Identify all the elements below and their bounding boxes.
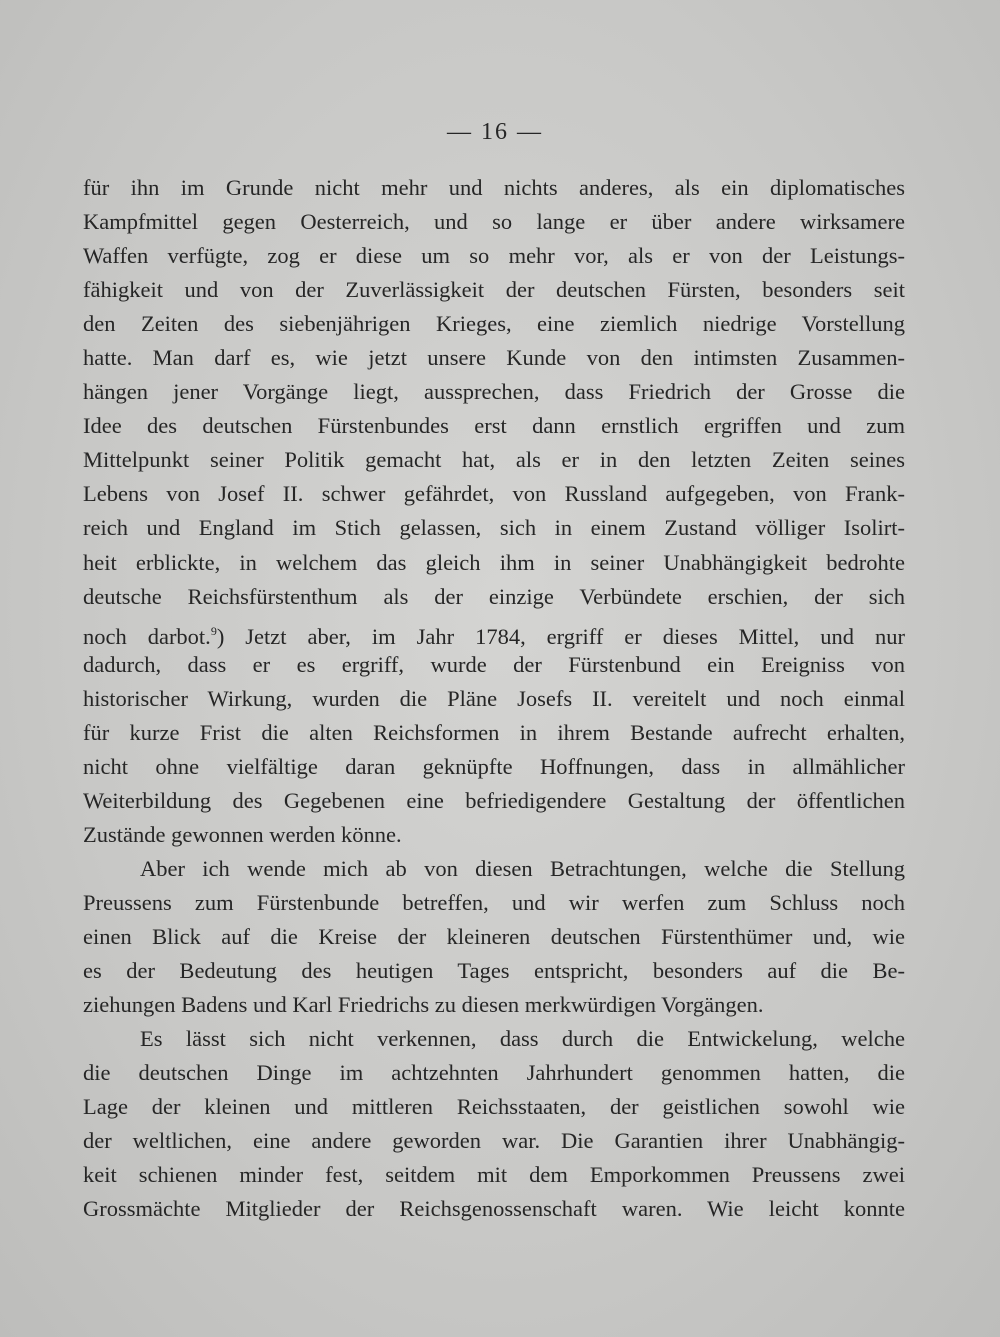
text-line: Preussens zum Fürstenbunde betreffen, und wir werfen zum Schluss noch	[83, 889, 905, 915]
text-line: dadurch, dass er es ergriff, wurde der Fürstenbund ein Ereigniss von	[83, 651, 905, 677]
text-line: Lebens von Josef II. schwer gefährdet, von Russland aufgegeben, von Frank-	[83, 481, 905, 507]
text-line: keit schienen minder fest, seitdem mit dem Emporkommen Preussens zwei	[83, 1162, 905, 1188]
text-line: Lage der kleinen und mittleren Reichsstaaten, der geistlichen sowohl wie	[83, 1094, 905, 1120]
text-line: der weltlichen, eine andere geworden war. Die Garantien ihrer Unabhängig-	[83, 1128, 905, 1154]
text-line: Zustände gewonnen werden könne.	[83, 821, 402, 847]
text-line: historischer Wirkung, wurden die Pläne Josefs II. vereitelt und noch einmal	[83, 685, 905, 711]
text-line: nicht ohne vielfältige daran geknüpfte Hoffnungen, dass in allmählicher	[83, 753, 905, 779]
text-fragment: ) Jetzt aber, im Jahr 1784, ergriff er dieses Mittel, und nur	[216, 623, 905, 649]
text-line: für kurze Frist die alten Reichsformen in ihrem Bestande aufrecht erhalten,	[83, 719, 905, 745]
text-line: es der Bedeutung des heutigen Tages entspricht, besonders auf die Be-	[83, 958, 905, 984]
text-line: deutsche Reichsfürstenthum als der einzige Verbündete erschien, der sich	[83, 583, 905, 609]
text-line: die deutschen Dinge im achtzehnten Jahrhundert genommen hatten, die	[83, 1060, 905, 1086]
text-line: reich und England im Stich gelassen, sich in einem Zustand völliger Isolirt-	[83, 515, 905, 541]
text-line: Aber ich wende mich ab von diesen Betrachtungen, welche die Stellung	[140, 855, 905, 881]
text-line: Grossmächte Mitglieder der Reichsgenossenschaft waren. Wie leicht konnte	[83, 1196, 905, 1222]
text-line: ziehungen Badens und Karl Friedrichs zu diesen merkwürdigen Vorgängen.	[83, 992, 764, 1018]
paragraph	[83, 171, 905, 852]
text-line: fähigkeit und von der Zuverlässigkeit der deutschen Fürsten, besonders seit	[83, 277, 905, 303]
text-line-with-footnote	[83, 614, 905, 648]
text-line: Mittelpunkt seiner Politik gemacht hat, als er in den letzten Zeiten seines	[83, 447, 905, 473]
text-fragment: noch darbot.	[83, 623, 211, 649]
text-line: den Zeiten des siebenjährigen Krieges, eine ziemlich niedrige Vorstellung	[83, 311, 905, 337]
footnote-reference: 9	[210, 623, 217, 638]
text-body	[83, 171, 905, 1226]
text-line: Idee des deutschen Fürstenbundes erst dann ernstlich ergriffen und zum	[83, 413, 905, 439]
text-line: hatte. Man darf es, wie jetzt unsere Kunde von den intimsten Zusammen-	[83, 345, 905, 371]
text-line: einen Blick auf die Kreise der kleineren deutschen Fürstenthümer und, wie	[83, 924, 905, 950]
page-number: — 16 —	[447, 119, 543, 145]
text-line: Waffen verfügte, zog er diese um so mehr vor, als er von der Leistungs-	[83, 243, 905, 269]
paragraph	[83, 1022, 905, 1226]
text-line: Es lässt sich nicht verkennen, dass durch die Entwickelung, welche	[140, 1026, 905, 1052]
text-line: Kampfmittel gegen Oesterreich, und so lange er über andere wirksamere	[83, 209, 905, 235]
paragraph	[83, 852, 905, 1022]
text-line: Weiterbildung des Gegebenen eine befriedigendere Gestaltung der öffentlichen	[83, 787, 905, 813]
text-line: heit erblickte, in welchem das gleich ihm in seiner Unabhängigkeit bedrohte	[83, 549, 905, 575]
text-line: hängen jener Vorgänge liegt, aussprechen, dass Friedrich der Grosse die	[83, 379, 905, 405]
text-line: für ihn im Grunde nicht mehr und nichts anderes, als ein diplomatisches	[83, 175, 905, 200]
